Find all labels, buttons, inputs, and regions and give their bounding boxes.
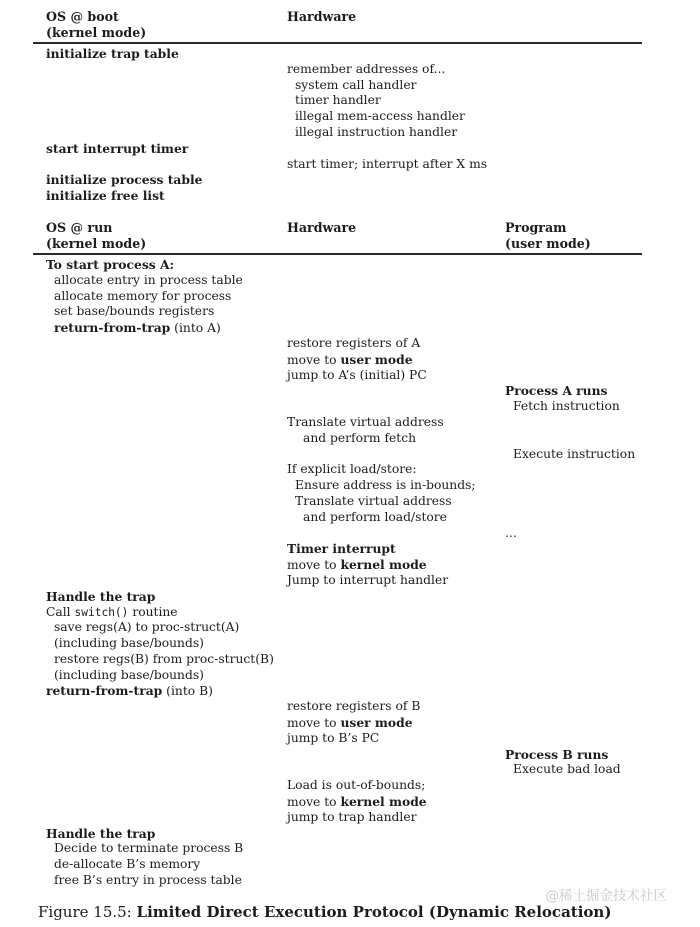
protocol-line (33, 747, 642, 763)
text: system call handler (295, 77, 417, 92)
protocol-line (33, 794, 642, 810)
text: restore registers of A (287, 335, 421, 350)
table-header-row (33, 6, 642, 44)
protocol-line (33, 557, 642, 573)
bold-text: return-from-trap (54, 320, 171, 336)
protocol-line (33, 352, 642, 368)
column-header-line: Hardware (287, 219, 357, 235)
text: allocate memory for process (54, 288, 232, 303)
protocol-line (33, 668, 642, 684)
column-header-line: OS @ boot (46, 9, 119, 24)
protocol-line (33, 841, 642, 857)
protocol-line (33, 320, 642, 336)
protocol-line (33, 526, 642, 542)
text: Decide to terminate process B (54, 841, 244, 856)
text: remember addresses of... (287, 61, 446, 76)
text: ... (505, 525, 517, 540)
protocol-line (33, 510, 642, 526)
protocol-line (33, 141, 642, 157)
protocol-line (33, 715, 642, 731)
protocol-line (33, 447, 642, 463)
column-header-line: OS @ run (46, 219, 113, 235)
protocol-line (33, 810, 642, 826)
protocol-line (33, 541, 642, 557)
column-header (287, 220, 356, 236)
bold-text: kernel mode (340, 794, 427, 810)
bold-text: initialize free list (46, 188, 165, 204)
protocol-line (33, 304, 642, 320)
protocol-line (33, 699, 642, 715)
text: Ensure address is in-bounds; (295, 478, 476, 493)
protocol-line (33, 188, 642, 204)
text: If explicit load/store: (287, 462, 417, 477)
text: routine (128, 604, 178, 619)
protocol-line (33, 273, 642, 289)
protocol-line (33, 93, 642, 109)
protocol-line (33, 383, 642, 399)
text: move to (287, 795, 341, 810)
column-header-line: (kernel mode) (46, 235, 147, 251)
protocol-line (33, 478, 642, 494)
text: Translate virtual address (287, 414, 444, 429)
bold-text: initialize trap table (46, 46, 179, 61)
bold-text: Timer interrupt (287, 541, 396, 557)
protocol-line (33, 62, 642, 78)
protocol-line (33, 336, 642, 352)
bold-text: user mode (340, 715, 413, 731)
bold-text: user mode (340, 351, 413, 367)
text: (into B) (162, 684, 213, 699)
protocol-line (33, 415, 642, 431)
protocol-line (33, 157, 642, 173)
text: illegal instruction handler (295, 124, 458, 139)
text: and perform fetch (303, 430, 417, 445)
bold-text: Handle the trap (46, 825, 156, 841)
protocol-line (33, 573, 642, 589)
protocol-line (33, 368, 642, 384)
protocol-line (33, 462, 642, 478)
text: save regs(A) to proc-struct(A) (54, 620, 240, 635)
figure-caption-title: Limited Direct Execution Protocol (Dynamic Relocation) (136, 903, 612, 921)
bold-text: initialize process table (46, 172, 203, 188)
text: move to (287, 716, 341, 731)
text: Call (46, 604, 75, 619)
text: Translate virtual address (295, 493, 452, 508)
protocol-line (33, 826, 642, 842)
protocol-line (33, 125, 642, 141)
protocol-line (33, 78, 642, 94)
protocol-line (33, 399, 642, 415)
protocol-line (33, 494, 642, 510)
watermark: @稀土掘金技术社区 (545, 888, 667, 904)
column-header-line: (kernel mode) (46, 25, 147, 40)
bold-text: Handle the trap (46, 588, 156, 604)
text: jump to B’s PC (287, 730, 380, 745)
bold-text: kernel mode (340, 557, 427, 573)
text: de-allocate B’s memory (54, 857, 201, 872)
text: Fetch instruction (513, 399, 620, 414)
text: restore registers of B (287, 699, 421, 714)
text: move to (287, 558, 341, 573)
protocol-tables (33, 6, 642, 889)
text: timer handler (295, 93, 381, 108)
text: free B’s entry in process table (54, 873, 242, 888)
boot-protocol-table (33, 6, 642, 204)
text: Execute instruction (513, 446, 636, 461)
code-text: switch() (74, 605, 129, 619)
protocol-line (33, 683, 642, 699)
text: illegal mem-access handler (295, 109, 465, 124)
column-header (505, 220, 591, 252)
column-header-line: Program (505, 219, 567, 235)
bold-text: To start process A: (46, 256, 175, 272)
column-header-line: Hardware (287, 9, 357, 24)
text: start timer; interrupt after X ms (287, 156, 488, 171)
protocol-line (33, 857, 642, 873)
bold-text: start interrupt timer (46, 140, 189, 156)
protocol-line (33, 109, 642, 125)
column-header (46, 9, 146, 41)
protocol-line (33, 762, 642, 778)
table-body (33, 44, 642, 204)
table-body (33, 255, 642, 889)
bold-text: return-from-trap (46, 683, 163, 699)
bold-text: Process A runs (505, 383, 608, 399)
protocol-line (33, 652, 642, 668)
bold-text: Process B runs (505, 746, 609, 762)
text: move to (287, 352, 341, 367)
text: (into A) (170, 321, 221, 336)
protocol-line (33, 620, 642, 636)
figure-caption (38, 903, 611, 921)
text: allocate entry in process table (54, 272, 243, 287)
run-protocol-table (33, 217, 642, 889)
protocol-line (33, 172, 642, 188)
protocol-line (33, 589, 642, 605)
text: Execute bad load (513, 762, 621, 777)
text: (including base/bounds) (54, 667, 204, 682)
text: set base/bounds registers (54, 304, 215, 319)
column-header (46, 220, 146, 252)
table-header-row (33, 217, 642, 255)
protocol-line (33, 731, 642, 747)
column-header (287, 9, 356, 25)
text: restore regs(B) from proc-struct(B) (54, 651, 274, 666)
protocol-line (33, 636, 642, 652)
text: jump to trap handler (287, 809, 417, 824)
figure-caption-number: Figure 15.5: (38, 903, 137, 921)
text: Load is out-of-bounds; (287, 778, 426, 793)
column-header-line: (user mode) (505, 235, 591, 251)
protocol-line (33, 605, 642, 621)
text: and perform load/store (303, 509, 447, 524)
protocol-line (33, 431, 642, 447)
text: Jump to interrupt handler (287, 572, 449, 587)
protocol-line (33, 46, 642, 62)
text: jump to A’s (initial) PC (287, 367, 427, 382)
protocol-line (33, 257, 642, 273)
protocol-line (33, 289, 642, 305)
protocol-line (33, 778, 642, 794)
text: (including base/bounds) (54, 636, 204, 651)
